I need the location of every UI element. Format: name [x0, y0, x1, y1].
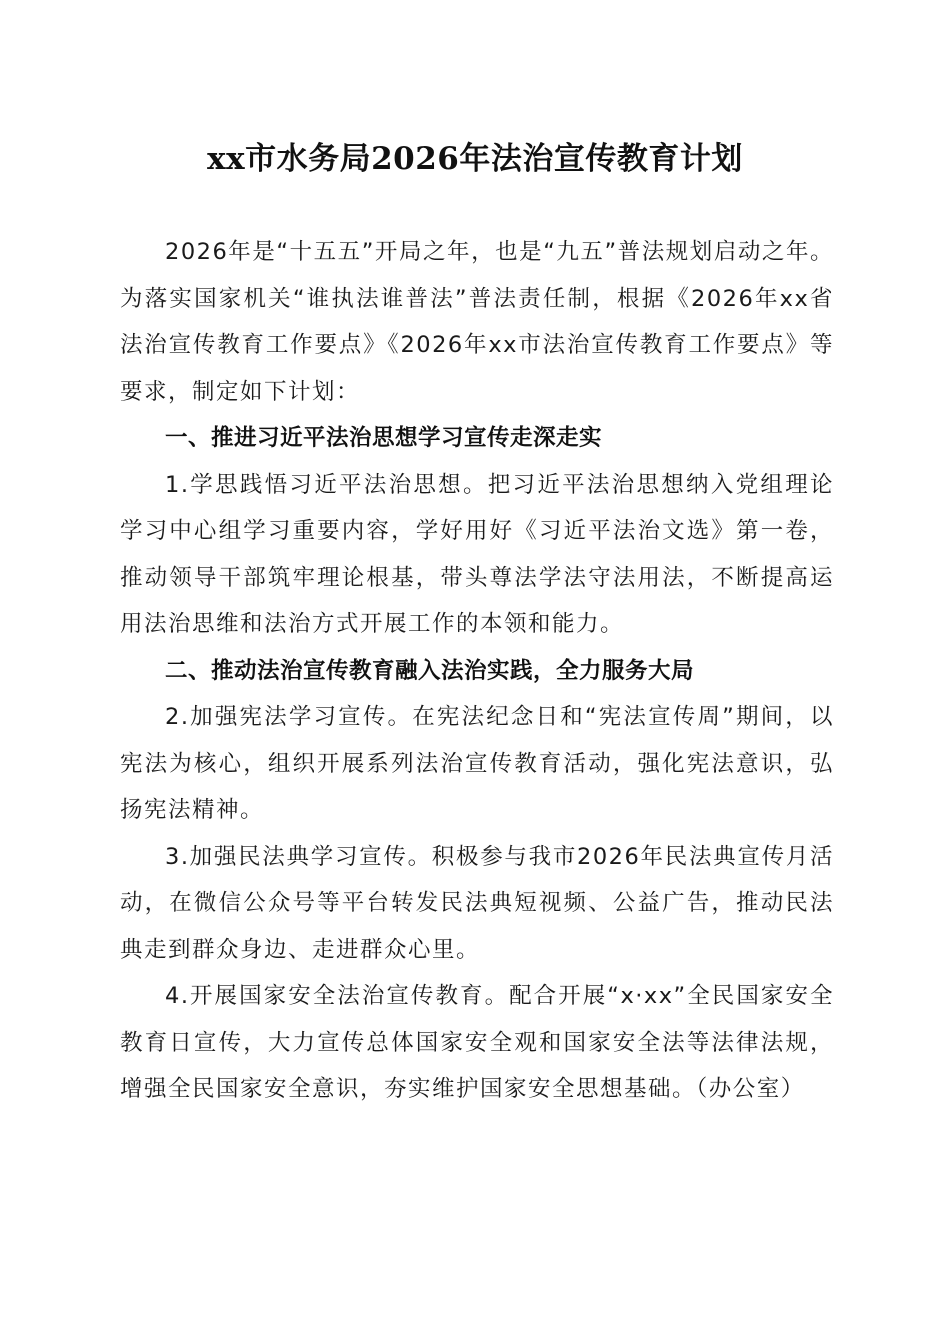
document-title: xx市水务局2026年法治宣传教育计划 — [207, 141, 743, 177]
section-heading-2: 二、推动法治宣传教育融入法治实践，全力服务大局 — [165, 657, 695, 684]
section-heading-1: 一、推进习近平法治思想学习宣传走深走实 — [165, 425, 603, 451]
section-2-item-3: 4.开展国家安全法治宣传教育。配合开展“x·xx”全民国家安全教育日宣传，大力宣传总体国家安全观和国家安全法等法律法规，增强全民国家安全意识，夯实维护国家安全思想基础。（办公室） — [120, 983, 834, 1102]
section-2-item-2: 3.加强民法典学习宣传。积极参与我市2026年民法典宣传月活动，在微信公众号等平台转发民法典短视频、公益广告，推动民法典走到群众身边、走进群众心里。 — [120, 843, 834, 963]
section-2-item-1: 2.加强宪法学习宣传。在宪法纪念日和“宪法宣传周”期间，以宪法为核心，组织开展系列法治宣传教育活动，强化宪法意识，弘扬宪法精神。 — [120, 704, 834, 823]
intro-paragraph: 2026年是“十五五”开局之年，也是“九五”普法规划启动之年。为落实国家机关“谁执法谁普法”普法责任制，根据《2026年xx省法治宣传教育工作要点》《2026年xx市法治宣传教育工作要点》等要求，制定如下计划： — [120, 239, 834, 405]
section-1-item-1: 1.学思践悟习近平法治思想。把习近平法治思想纳入党组理论学习中心组学习重要内容，学好用好《习近平法治文选》第一卷，推动领导干部筑牢理论根基，带头尊法学法守法用法，不断提高运用法治思维和法治方式开展工作的本领和能力。 — [120, 471, 834, 637]
document-body — [120, 229, 834, 1113]
